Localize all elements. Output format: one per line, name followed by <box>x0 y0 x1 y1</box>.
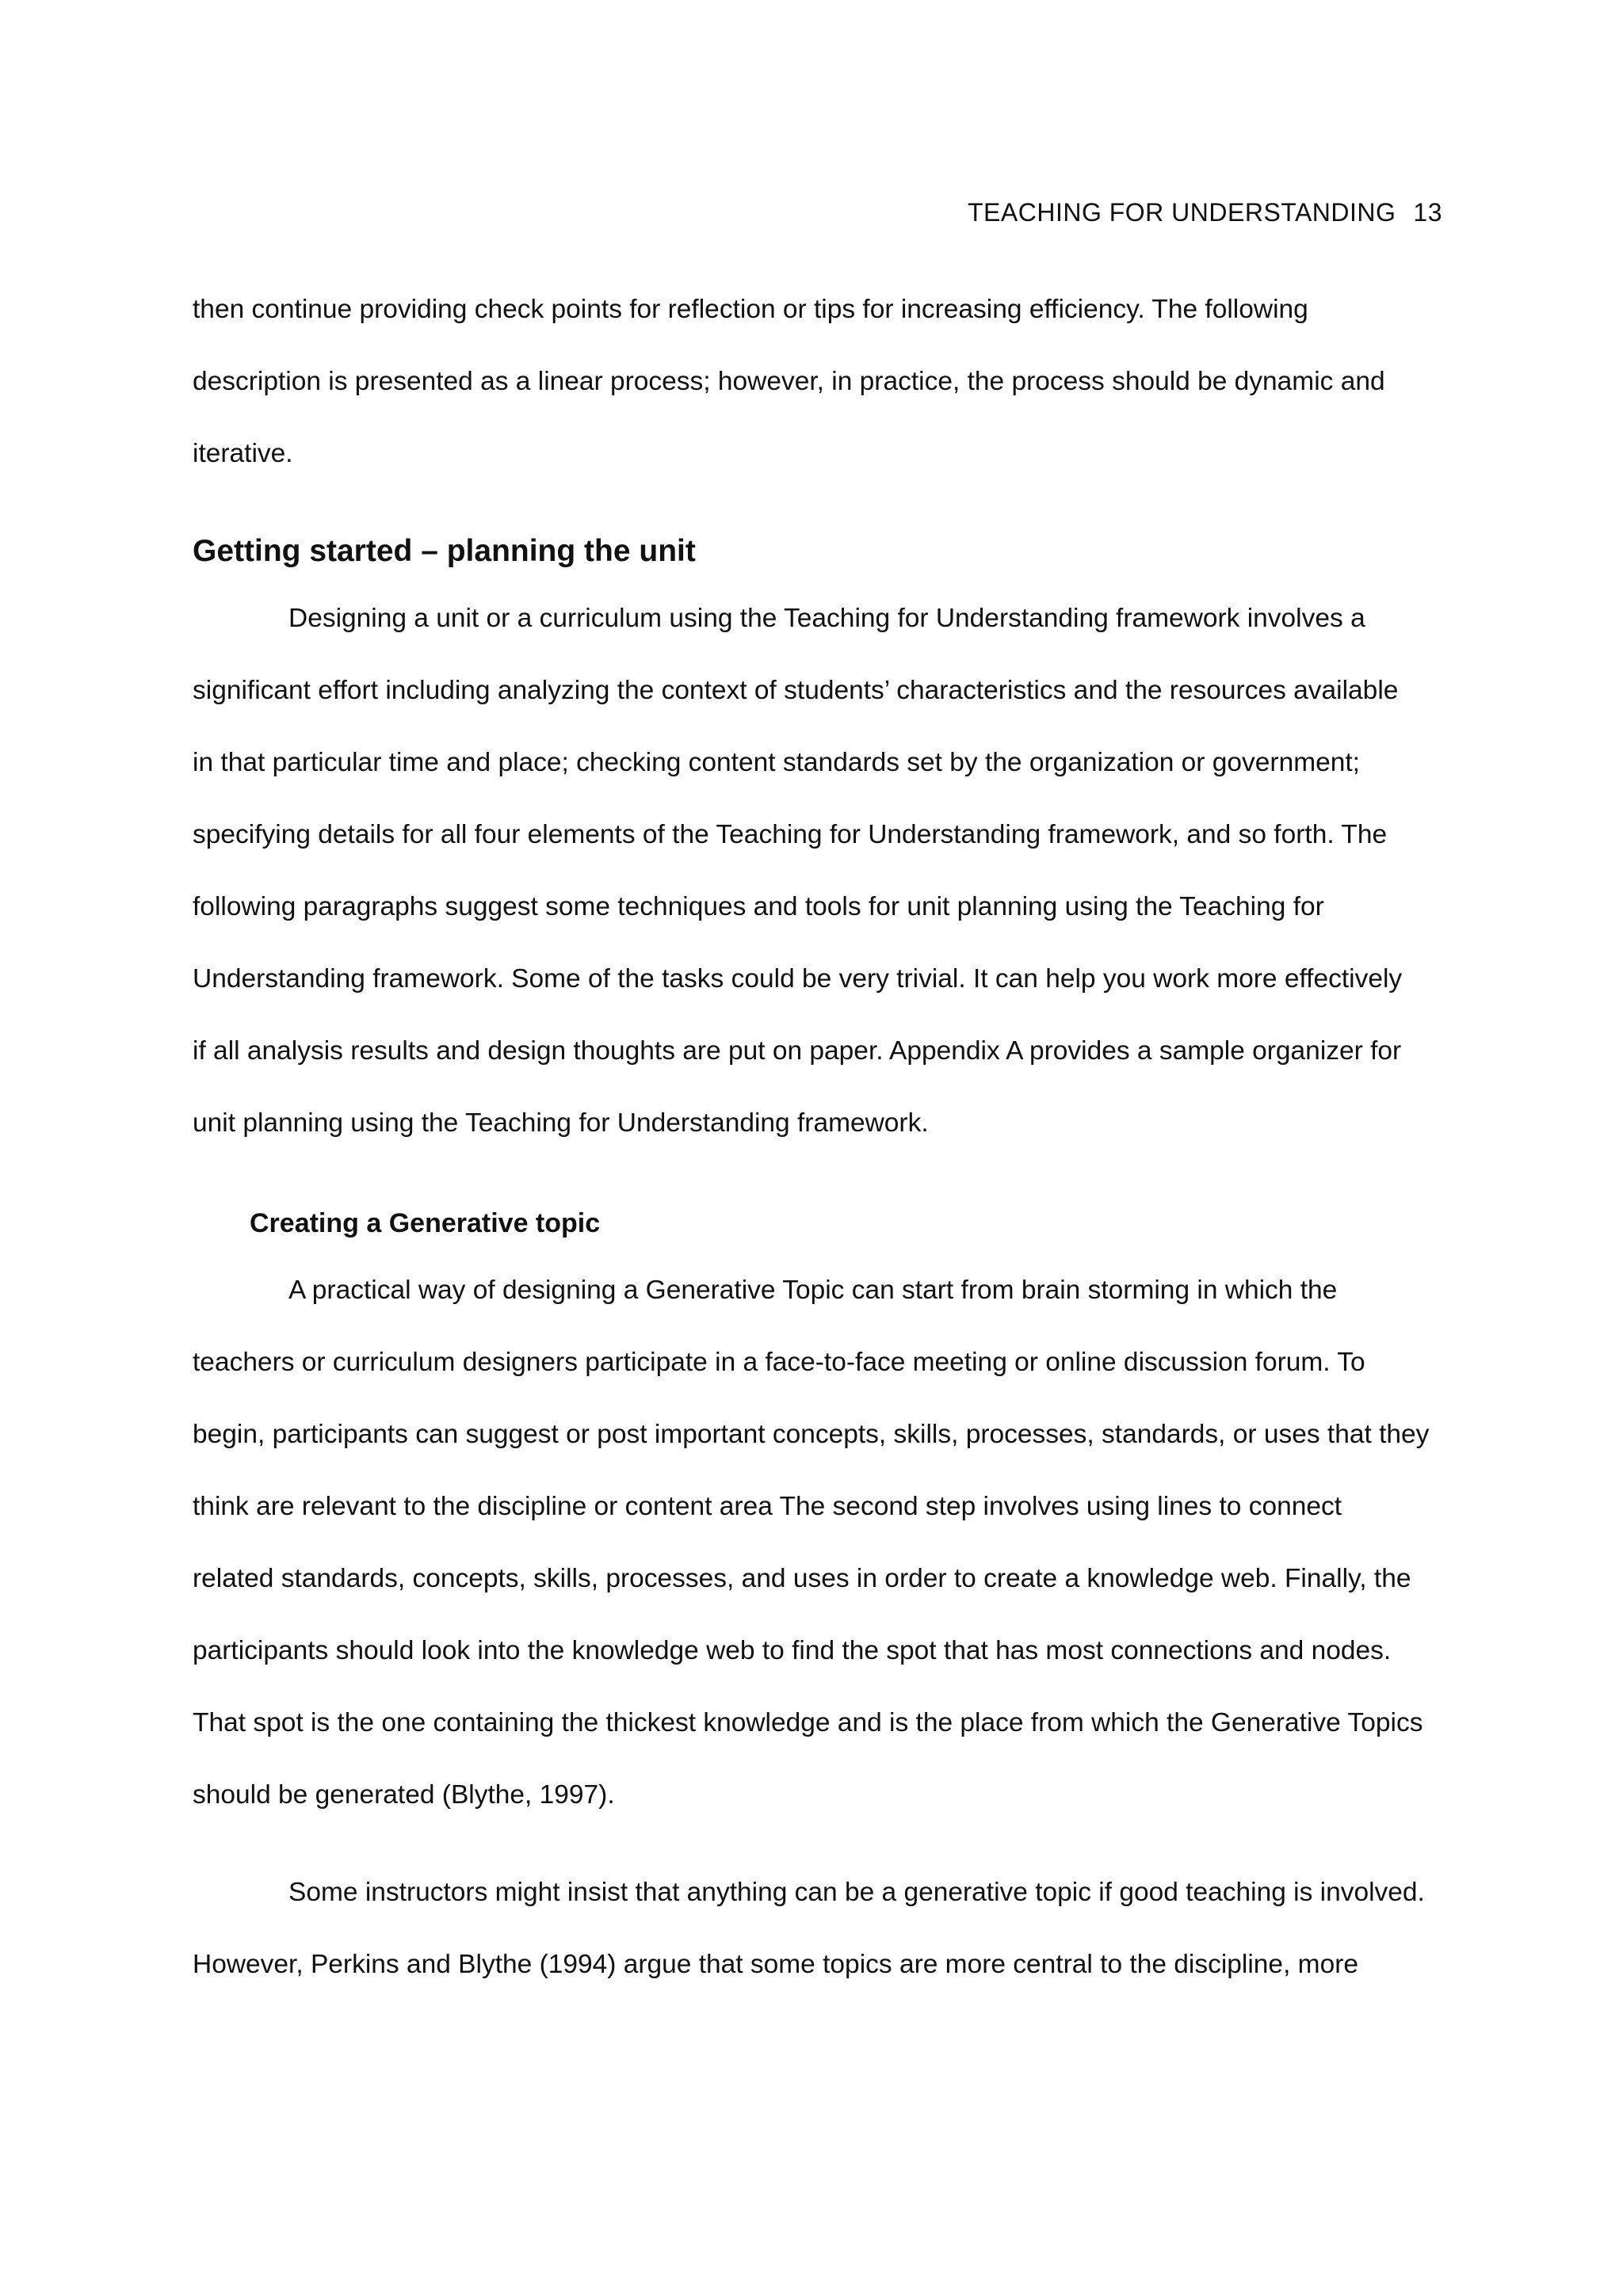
subsection-heading: Creating a Generative topic <box>250 1208 601 1238</box>
text-line: then continue providing check points for reflection or tips for increasing efficiency. The following <box>193 295 1308 324</box>
text-line: Designing a unit or a curriculum using the Teaching for Understanding framework involves a <box>288 604 1365 633</box>
text-line: However, Perkins and Blythe (1994) argue that some topics are more central to the discipline, more <box>193 1950 1359 1979</box>
text-line: think are relevant to the discipline or content area The second step involves using lines to connect <box>193 1492 1342 1521</box>
text-line: in that particular time and place; checking content standards set by the organization or government; <box>193 748 1360 777</box>
text-line: if all analysis results and design thoughts are put on paper. Appendix A provides a sample organizer for <box>193 1036 1402 1066</box>
intro-paragraph <box>193 273 1445 490</box>
page-number: 13 <box>1413 198 1442 227</box>
text-line: Some instructors might insist that anything can be a generative topic if good teaching is involved. <box>288 1878 1425 1907</box>
generative-topic-paragraph-2 <box>193 1856 1445 2000</box>
running-header <box>968 195 1442 230</box>
text-line: participants should look into the knowledge web to find the spot that has most connections and nodes. <box>193 1636 1392 1665</box>
text-line: begin, participants can suggest or post important concepts, skills, processes, standards, or uses that they <box>193 1420 1430 1449</box>
section-heading: Getting started – planning the unit <box>193 534 696 568</box>
text-line: specifying details for all four elements of the Teaching for Understanding framework, and so forth. The <box>193 820 1388 849</box>
text-line: iterative. <box>193 439 293 468</box>
running-title: TEACHING FOR UNDERSTANDING <box>967 198 1396 227</box>
text-line: should be generated (Blythe, 1997). <box>193 1780 615 1810</box>
text-line: Understanding framework. Some of the tasks could be very trivial. It can help you work more effectively <box>193 964 1403 994</box>
text-line: following paragraphs suggest some techniques and tools for unit planning using the Teaching for <box>193 892 1324 921</box>
planning-paragraph <box>193 582 1445 1159</box>
text-line: That spot is the one containing the thickest knowledge and is the place from which the Generative Topics <box>193 1708 1423 1737</box>
text-line: teachers or curriculum designers participate in a face-to-face meeting or online discussion forum. To <box>193 1348 1365 1377</box>
text-line: description is presented as a linear process; however, in practice, the process should be dynamic and <box>193 367 1385 396</box>
text-line: related standards, concepts, skills, processes, and uses in order to create a knowledge web. Finally, the <box>193 1564 1411 1593</box>
text-line: significant effort including analyzing the context of students’ characteristics and the resources available <box>193 676 1399 705</box>
text-line: A practical way of designing a Generative Topic can start from brain storming in which the <box>288 1276 1338 1305</box>
text-line: unit planning using the Teaching for Understanding framework. <box>193 1108 929 1138</box>
generative-topic-paragraph-1 <box>193 1254 1445 1831</box>
